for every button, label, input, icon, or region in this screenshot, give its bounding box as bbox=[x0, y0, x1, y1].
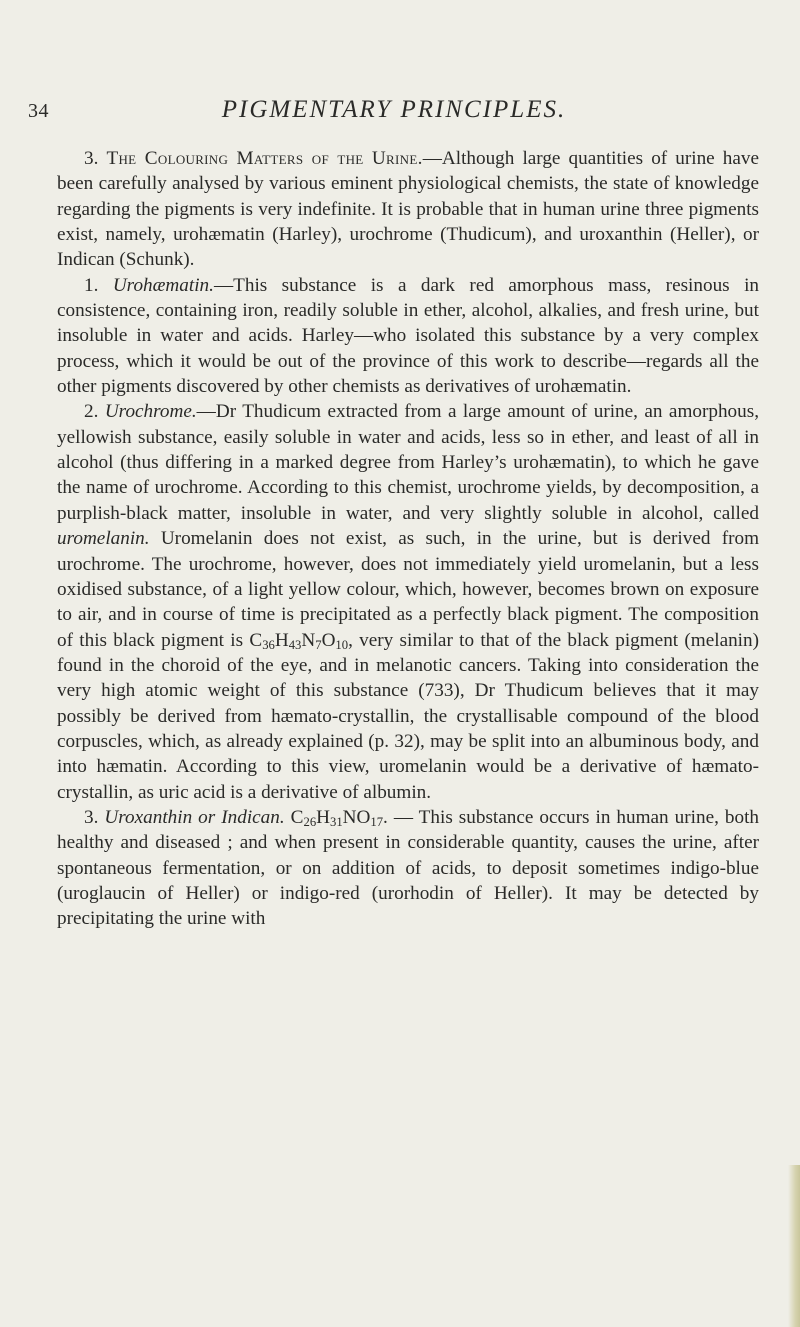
urochrome-text-c: , very similar to that of the black pigment (melanin) found in the choroid of the eye, and in melanotic cancers. Taking into consideration the very high atomic weight of this substance (733), Dr Thudicum believes that it may possibly be derived from hæmato-crystallin, the crystallisable compound of the blood corpuscles, which, as already explained (p. 32), may be split into an albuminous body, and into hæmatin. According to this view, uromelanin would be a derivative of hæmato-crystallin, as uric acid is a derivative of albumin. bbox=[57, 629, 759, 803]
running-title: PIGMENTARY PRINCIPLES. bbox=[221, 96, 567, 123]
urochrome-text-b: Uromelanin does not exist, as such, in the urine, but is derived from urochrome. The urochrome, however, does not immediately yield uromelanin, but a less oxidised substance, of a light yellow colour, which, however, becomes brown on exposure to air, and in course of time is precipitated as a perfectly black pigment. The composition of this black pigment is bbox=[57, 528, 759, 651]
urochrome-term: Urochrome. bbox=[104, 401, 197, 423]
body-text bbox=[57, 146, 759, 932]
uroxanthin-paragraph bbox=[57, 805, 759, 932]
page-header bbox=[28, 96, 760, 130]
indican-formula: $C_{26}H_{31}NO_{17}$ bbox=[290, 806, 384, 830]
urochrome-paragraph bbox=[57, 399, 759, 805]
item-1-label: 1. bbox=[84, 274, 99, 296]
urochrome-text-a: —Dr Thudicum extracted from a large amount of urine, an amorphous, yellowish substance, easily soluble in water and acids, less so in ether, and least of all in alcohol (thus differing in a marked degree from Harley’s urohæmatin), to which he gave the name of urochrome. According to this chemist, urochrome yields, by decomposition, a purplish-black matter, insoluble in water, and very slightly soluble in alcohol, called bbox=[57, 401, 759, 524]
urohaematin-text: —This substance is a dark red amorphous mass, resinous in consistence, containing iron, readily soluble in ether, alcohol, alkalies, and fresh urine, but insoluble in water and acids. Harley—who isolated this substance by a very complex process, which it would be out of the province of this work to describe—regards all the other pigments discovered by other chemists as derivatives of urohæmatin. bbox=[57, 274, 759, 398]
item-2-label: 2. bbox=[84, 401, 99, 423]
section-number: 3. bbox=[84, 148, 99, 169]
section-heading: The Colouring Matters of the Urine. bbox=[106, 148, 423, 169]
section-intro-paragraph bbox=[57, 146, 759, 273]
melanin-formula: $C_{36}H_{43}N_7O_{10}$ bbox=[249, 629, 349, 652]
uroxanthin-text: . — This substance occurs in human urine, both healthy and diseased ; and when present in considerable quantity, causes the urine, after spontaneous fermentation, or on addition of acids, to deposit sometimes indigo-blue (uroglaucin of Heller) or indigo-red (urorhodin of Heller). It may be detected by precipitating the urine with bbox=[57, 806, 760, 930]
item-3-label: 3. bbox=[84, 806, 99, 828]
page-edge-shadow bbox=[788, 1165, 800, 1327]
urohaematin-term: Urohæmatin. bbox=[112, 274, 214, 296]
section-intro-text: —Although large quantities of urine have been carefully analysed by various eminent physiological chemists, the state of knowledge regarding the pigments is very indefinite. It is probable that in human urine three pigments exist, namely, urohæmatin (Harley), urochrome (Thudicum), and uroxanthin (Heller), or Indican (Schunk). bbox=[57, 148, 759, 271]
page-number: 34 bbox=[28, 100, 49, 122]
uromelanin-term: uromelanin. bbox=[57, 528, 150, 550]
urohaematin-paragraph bbox=[57, 273, 759, 400]
uroxanthin-term: Uroxanthin or Indican. bbox=[104, 806, 285, 828]
